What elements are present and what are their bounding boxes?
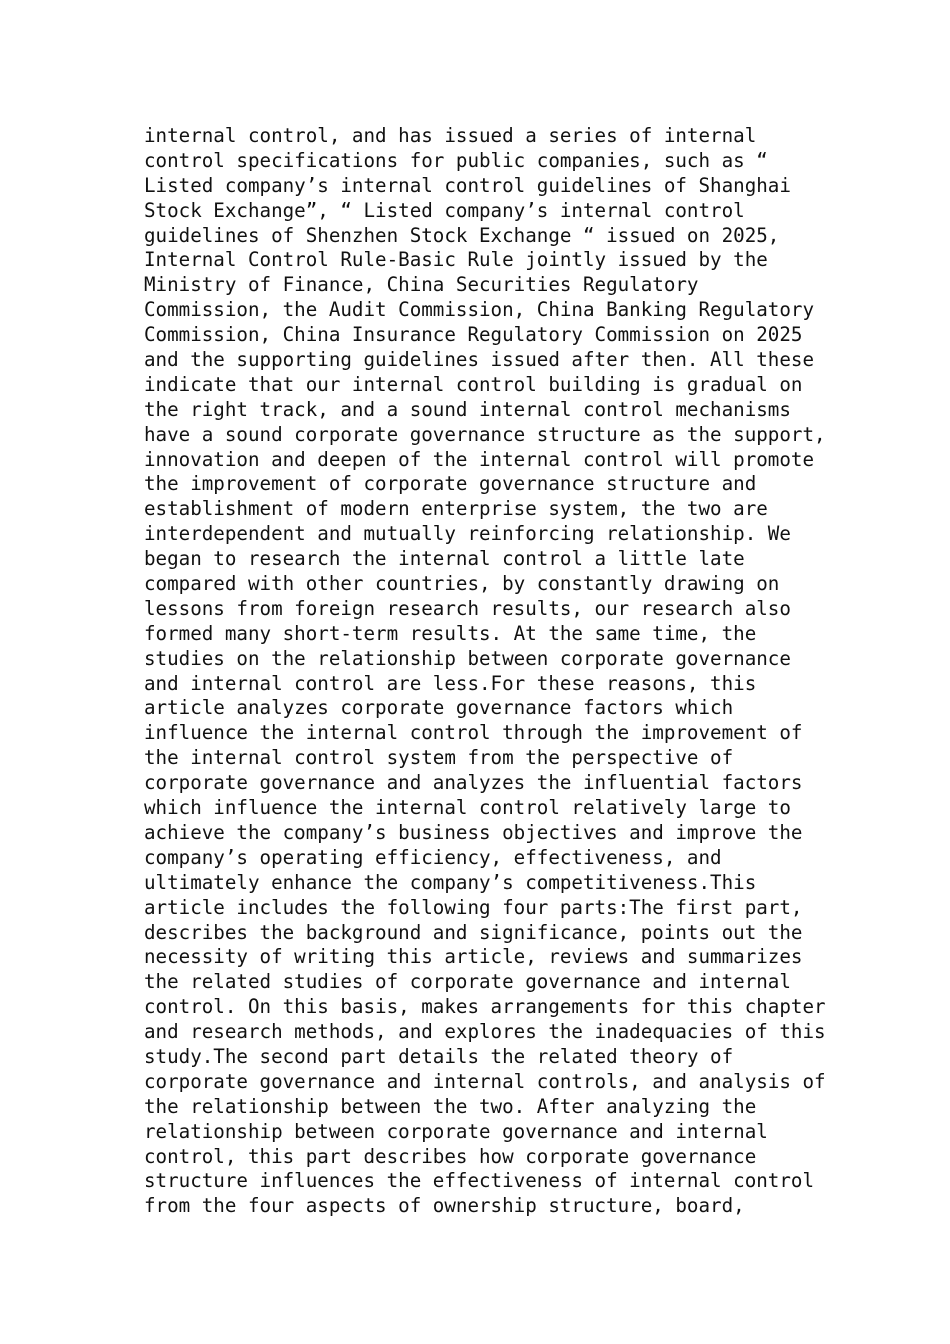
text-line: Commission, China Insurance Regulatory Commission on 2025: [144, 323, 803, 347]
text-line: corporate governance and analyzes the influential factors: [144, 771, 803, 795]
text-line: achieve the company’s business objectives and improve the: [144, 820, 803, 844]
text-line: influence the internal control through the improvement of: [144, 721, 803, 745]
text-line: interdependent and mutually reinforcing relationship. We: [144, 522, 791, 546]
text-line: began to research the internal control a little late: [144, 547, 745, 571]
text-line: Ministry of Finance, China Securities Regulatory: [144, 273, 699, 297]
text-line: control. On this basis, makes arrangements for this chapter: [144, 995, 826, 1019]
text-line: and the supporting guidelines issued after then. All these: [144, 348, 815, 372]
text-line: have a sound corporate governance structure as the support,: [144, 422, 826, 446]
text-line: Internal Control Rule-Basic Rule jointly issued by the: [144, 248, 768, 272]
text-line: control specifications for public companies, such as “: [144, 148, 768, 172]
text-line: corporate governance and internal controls, and analysis of: [144, 1069, 826, 1093]
text-line: company’s operating efficiency, effectiveness, and: [144, 845, 722, 869]
text-line: ultimately enhance the company’s competitiveness.This: [144, 870, 757, 894]
text-line: relationship between corporate governance and internal: [144, 1119, 768, 1143]
text-line: structure influences the effectiveness of internal control: [144, 1169, 815, 1193]
text-line: from the four aspects of ownership structure, board,: [144, 1194, 745, 1218]
text-line: Stock Exchange”, “ Listed company’s internal control: [144, 198, 745, 222]
text-line: the right track, and a sound internal control mechanisms: [144, 397, 791, 421]
text-line: and internal control are less.For these reasons, this: [144, 671, 757, 695]
text-line: the relationship between the two. After analyzing the: [144, 1094, 757, 1118]
text-line: control, this part describes how corporate governance: [144, 1144, 757, 1168]
text-line: article analyzes corporate governance factors which: [144, 696, 734, 720]
text-line: article includes the following four parts:The first part,: [144, 895, 803, 919]
text-line: which influence the internal control relatively large to: [144, 796, 791, 820]
text-line: the internal control system from the perspective of: [144, 746, 734, 770]
text-line: studies on the relationship between corporate governance: [144, 646, 791, 670]
text-line: guidelines of Shenzhen Stock Exchange “ issued on 2025,: [144, 223, 780, 247]
text-line: the improvement of corporate governance structure and: [144, 472, 757, 496]
text-line: indicate that our internal control building is gradual on: [144, 372, 803, 396]
text-line: innovation and deepen of the internal control will promote: [144, 447, 815, 471]
text-line: study.The second part details the related theory of: [144, 1044, 734, 1068]
text-line: describes the background and significance, points out the: [144, 920, 803, 944]
text-line: lessons from foreign research results, our research also: [144, 596, 791, 620]
text-line: Commission, the Audit Commission, China Banking Regulatory: [144, 298, 815, 322]
body-text: [144, 124, 824, 1219]
text-line: establishment of modern enterprise system, the two are: [144, 497, 768, 521]
text-line: formed many short-term results. At the same time, the: [144, 621, 757, 645]
text-line: the related studies of corporate governance and internal: [144, 970, 791, 994]
text-line: internal control, and has issued a series of internal: [144, 124, 757, 147]
text-line: and research methods, and explores the inadequacies of this: [144, 1020, 826, 1044]
text-line: necessity of writing this article, reviews and summarizes: [144, 945, 803, 969]
text-line: Listed company’s internal control guidelines of Shanghai: [144, 173, 791, 197]
text-line: compared with other countries, by constantly drawing on: [144, 572, 780, 596]
